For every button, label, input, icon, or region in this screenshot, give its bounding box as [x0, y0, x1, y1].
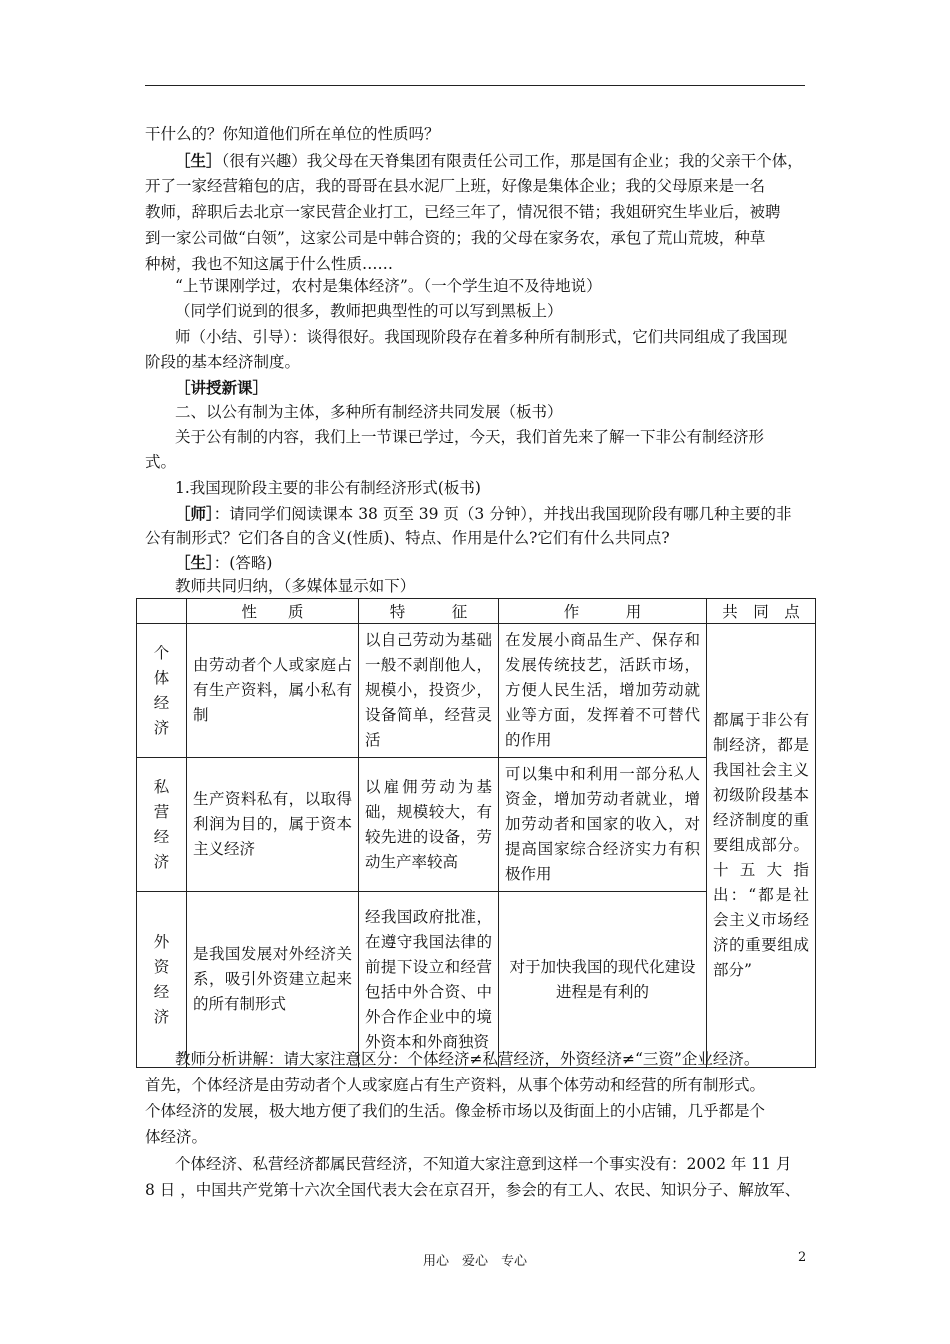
paragraph-line: 到一家公司做“白领”，这家公司是中韩合资的；我的父母在家务农，承包了荒山荒坡，种草: [145, 229, 766, 247]
row-role: 可以集中和利用一部分私人资金，增加劳动者就业，增加劳动者和国家的收入，对提高国家综合经济实力有积极作用: [499, 758, 707, 892]
board-subtitle: 1.我国现阶段主要的非公有制经济形式(板书): [175, 479, 481, 497]
row-role: 对于加快我国的现代化建设进程是有利的: [499, 892, 707, 1068]
paragraph-line: 公有制形式？它们各自的含义(性质)、特点、作用是什么?它们有什么共同点?: [145, 529, 670, 547]
paragraph-line: 教师共同归纳，（多媒体显示如下）: [175, 577, 416, 595]
table-header-row: [137, 599, 816, 624]
paragraph-line: 干什么的？你知道他们所在单位的性质吗？: [145, 125, 440, 143]
paragraph-line: 关于公有制的内容，我们上一节课已学过，今天，我们首先来了解一下非公有制经济形: [175, 428, 765, 446]
student-answer-line: ［生］（很有兴趣）我父母在天脊集团有限责任公司工作，那是国有企业；我的父亲干个体，: [175, 151, 803, 170]
row-nature: 是我国发展对外经济关系，吸引外资建立起来的所有制形式: [187, 892, 359, 1068]
common-point: 都属于非公有制经济，都是我国社会主义初级阶段基本经济制度的重要组成部分。十五大指出：“都是社会主义市场经济的重要组成部分”: [707, 624, 816, 1068]
paragraph-line: “上节课刚学过，农村是集体经济”。（一个学生迫不及待地说）: [175, 277, 602, 295]
table-row: [137, 624, 816, 758]
paragraph-line: 8 日 ，中国共产党第十六次全国代表大会在京召开，参会的有工人、农民、知识分子、解放军、: [145, 1181, 801, 1199]
student-tag: ［生］: [175, 151, 222, 170]
paragraph-line: 式。: [145, 453, 177, 471]
row-role: 在发展小商品生产、保存和发展传统技艺，活跃市场，方便人民生活，增加劳动就业等方面，发挥着不可替代的作用: [499, 624, 707, 758]
header-feature: 特 征: [359, 599, 499, 624]
paragraph-line: 开了一家经营箱包的店，我的哥哥在县水泥厂上班，好像是集体企业；我的父母原来是一名: [145, 177, 766, 195]
header-empty: [137, 599, 187, 624]
row-category: 私 营 经 济: [137, 758, 187, 892]
row-feature: 以自己劳动为基础一般不剥削他人，规模小，投资少，设备简单，经营灵活: [359, 624, 499, 758]
header-nature: 性 质: [187, 599, 359, 624]
page-number: 2: [798, 1250, 807, 1265]
header-rule: [145, 85, 805, 86]
paragraph-line: 首先，个体经济是由劳动者个人或家庭占有生产资料，从事个体劳动和经营的所有制形式。: [145, 1076, 766, 1094]
economy-forms-table: [136, 598, 816, 1068]
row-nature: 由劳动者个人或家庭占有生产资料，属小私有制: [187, 624, 359, 758]
header-common: 共 同 点: [707, 599, 816, 624]
teacher-tag: ［师］: [175, 504, 214, 523]
student-tag: ［生］: [175, 553, 214, 572]
header-role: 作 用: [499, 599, 707, 624]
paragraph-line: 种树，我也不知这属于什么性质……: [145, 255, 394, 273]
paragraph-line: 阶段的基本经济制度。: [145, 353, 301, 371]
section-heading: ［讲授新课］: [175, 378, 269, 397]
analysis-line: 教师分析讲解：请大家注意区分：个体经济≠私营经济，外资经济≠“三资”企业经济。: [175, 1050, 760, 1068]
student-reply-line: ［生］：(答略): [175, 553, 273, 572]
footer-motto: 用心 爱心 专心: [422, 1254, 527, 1269]
teacher-instruction-line: ［师］：请同学们阅读课本 38 页至 39 页（3 分钟），并找出我国现阶段有哪几种主要的非: [175, 504, 792, 523]
row-feature: 经我国政府批准，在遵守我国法律的前提下设立和经营包括中外合资、中外合作企业中的境外资本和外商独资: [359, 892, 499, 1068]
paragraph-line: 个体经济的发展，极大地方便了我们的生活。像金桥市场以及街面上的小店铺，几乎都是个: [145, 1102, 766, 1120]
paragraph-line: （同学们说到的很多，教师把典型性的可以写到黑板上）: [175, 302, 563, 320]
row-feature: 以雇佣劳动为基础，规模较大，有较先进的设备，劳动生产率较高: [359, 758, 499, 892]
board-title: 二、以公有制为主体，多种所有制经济共同发展（板书）: [175, 403, 563, 421]
paragraph-line: 体经济。: [145, 1128, 208, 1146]
teacher-summary-line: 师（小结、引导）：谈得很好。我国现阶段存在着多种所有制形式，它们共同组成了我国现: [175, 328, 788, 346]
row-nature: 生产资料私有，以取得利润为目的，属于资本主义经济: [187, 758, 359, 892]
paragraph-line: 教师，辞职后去北京一家民营企业打工，已经三年了，情况很不错；我姐研究生毕业后，被聘: [145, 203, 781, 221]
row-category: 外 资 经 济: [137, 892, 187, 1068]
paragraph-line: 个体经济、私营经济都属民营经济，不知道大家注意到这样一个事实没有：2002 年 11 月: [175, 1155, 792, 1173]
row-category: 个 体 经 济: [137, 624, 187, 758]
